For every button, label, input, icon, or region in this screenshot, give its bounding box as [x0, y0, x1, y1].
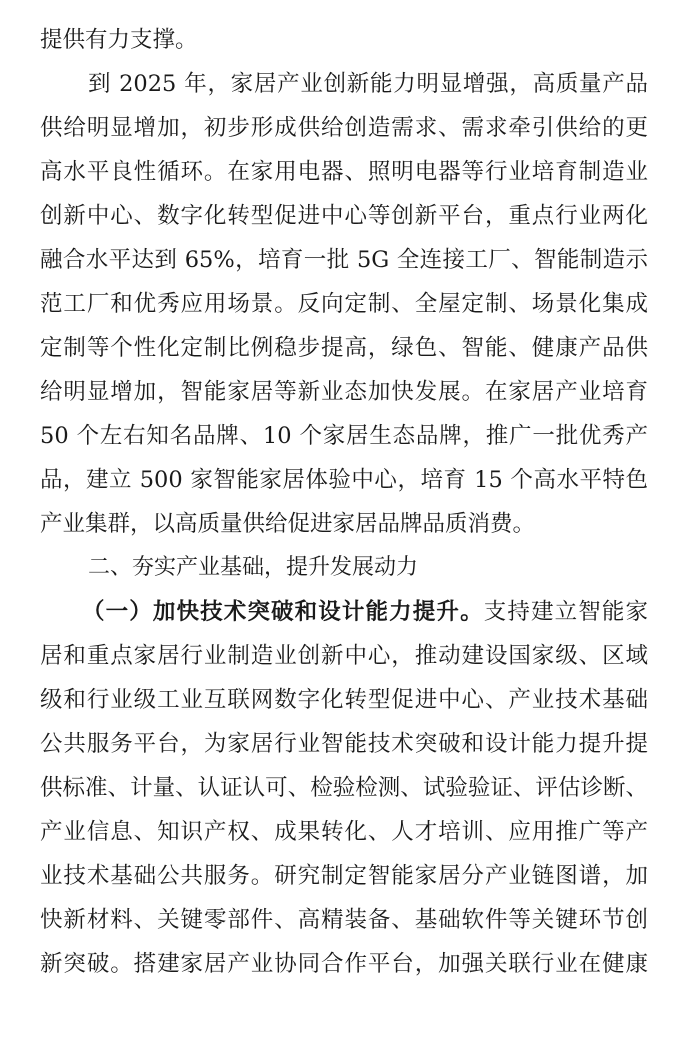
paragraph-line: 融合水平达到 65%，培育一批 5G 全连接工厂、智能制造示	[40, 247, 648, 273]
paragraph-line: 公共服务平台，为家居行业智能技术突破和设计能力提升提	[40, 731, 648, 757]
paragraph-line: 供给明显增加，初步形成供给创造需求、需求牵引供给的更	[40, 115, 648, 141]
paragraph-line: 给明显增加，智能家居等新业态加快发展。在家居产业培育	[40, 379, 648, 405]
paragraph-line: 创新中心、数字化转型促进中心等创新平台，重点行业两化	[40, 203, 648, 229]
section-heading: 二、夯实产业基础，提升发展动力	[88, 555, 419, 580]
paragraph-line: 级和行业级工业互联网数字化转型促进中心、产业技术基础	[40, 687, 648, 713]
paragraph-line: 高水平良性循环。在家用电器、照明电器等行业培育制造业	[40, 159, 648, 185]
subsection-title: （一）加快技术突破和设计能力提升。	[82, 599, 484, 625]
paragraph-line: 品，建立 500 家智能家居体验中心，培育 15 个高水平特色	[40, 467, 648, 493]
paragraph-line: 提供有力支撑。	[40, 27, 198, 53]
paragraph-line: 业技术基础公共服务。研究制定智能家居分产业链图谱，加	[40, 863, 648, 889]
paragraph-line: 产业信息、知识产权、成果转化、人才培训、应用推广等产	[40, 819, 648, 845]
paragraph-line: 产业集群，以高质量供给促进家居品牌品质消费。	[40, 511, 536, 537]
paragraph-line: 居和重点家居行业制造业创新中心，推动建设国家级、区域	[40, 643, 648, 669]
paragraph-line: 到 2025 年，家居产业创新能力明显增强，高质量产品	[88, 71, 648, 97]
subsection-text: 支持建立智能家	[483, 599, 648, 625]
paragraph-line: 50 个左右知名品牌、10 个家居生态品牌，推广一批优秀产	[40, 423, 648, 449]
paragraph-line: 新突破。搭建家居产业协同合作平台，加强关联行业在健康	[40, 951, 648, 977]
paragraph-line: 供标准、计量、认证认可、检验检测、试验验证、评估诊断、	[40, 775, 648, 801]
paragraph-line: 定制等个性化定制比例稳步提高，绿色、智能、健康产品供	[40, 335, 648, 361]
paragraph-line: 范工厂和优秀应用场景。反向定制、全屋定制、场景化集成	[40, 291, 648, 317]
paragraph-line: 快新材料、关键零部件、高精装备、基础软件等关键环节创	[40, 907, 648, 933]
subsection-first-line	[82, 592, 648, 632]
